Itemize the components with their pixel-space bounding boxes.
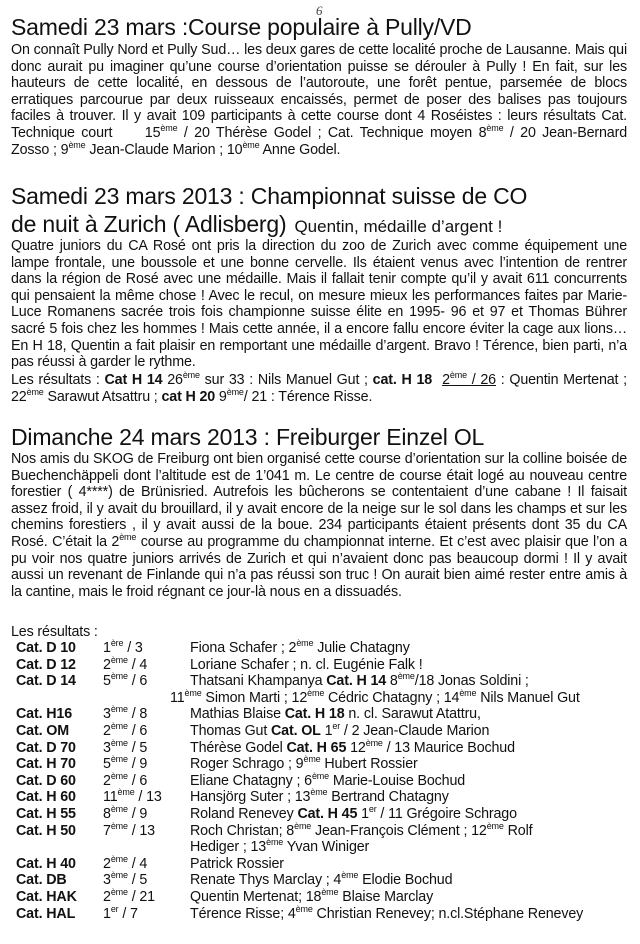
result-names: [190, 856, 284, 873]
result-category: Cat. OM: [16, 722, 69, 739]
result-name: 1: [357, 805, 369, 822]
result-text: : Quentin Mertenat ; 22: [11, 372, 627, 405]
rank-sup: ème: [110, 704, 128, 715]
result-name: 1: [320, 722, 333, 739]
section3-results-label: Les résultats :: [11, 624, 98, 640]
result-total: / 6: [127, 722, 148, 739]
result-row: [0, 820, 640, 840]
result-name: / 13 Maurice Bochud: [382, 739, 515, 756]
section1-paragraph: [11, 42, 627, 158]
result-category: Cat. D 70: [16, 739, 76, 756]
result-rank-cell: [103, 903, 138, 923]
result-name: 12: [346, 739, 366, 756]
rank-sup: ème: [486, 820, 504, 831]
result-name: Cédric Chatagny ; 14: [324, 689, 460, 706]
result-category: Cat. H 65: [286, 739, 347, 756]
section1-title: Samedi 23 mars :Course populaire à Pully/VD: [11, 14, 472, 40]
result-row: [0, 640, 640, 657]
result-name: Patrick Rossier: [190, 855, 284, 872]
rank-sup: ème: [110, 754, 128, 765]
result-rank: 2: [103, 772, 111, 789]
result-text: Sarawut Atsattru ;: [43, 388, 162, 405]
section2-subtitle: Quentin, médaille d’argent !: [294, 217, 503, 236]
result-rank: 7: [103, 822, 111, 839]
rank-sup: ème: [119, 531, 137, 542]
result-total: / 5: [127, 739, 148, 756]
result-name: /18 Jonas Soldini ;: [414, 673, 529, 690]
result-continuation: [170, 687, 580, 707]
result-name: Thomas Gut: [190, 722, 271, 739]
result-rank: 1: [103, 640, 111, 656]
result-row: [0, 654, 640, 674]
rank-sup: ème: [449, 370, 467, 380]
rank-sup: ème: [110, 886, 128, 897]
rank-sup: er: [368, 803, 377, 814]
result-name: Marie-Louise Bochud: [329, 772, 466, 789]
rank-sup: ème: [68, 139, 86, 150]
result-category: Cat. D 10: [16, 640, 76, 656]
result-rank: 9: [215, 388, 227, 405]
result-rank: 11: [103, 789, 118, 806]
result-names: [190, 820, 533, 840]
result-name: Thatsani Khampanya: [190, 673, 327, 690]
result-total: / 5: [127, 872, 148, 889]
rank-sup: ème: [110, 671, 128, 682]
rank-sup: ème: [110, 737, 128, 748]
result-rank: 5: [103, 673, 111, 690]
result-name: Hediger ; 13: [190, 839, 267, 856]
result-category: Cat. H 18: [284, 706, 345, 723]
rank-sup: ème: [226, 386, 244, 397]
result-rank: 26: [162, 372, 183, 388]
rank-sup: ème: [242, 139, 260, 150]
rank-sup: ème: [321, 886, 339, 897]
result-name: Yvan Winiger: [283, 839, 370, 856]
section2-paragraph: Quatre juniors du CA Rosé ont pris la direction du zoo de Zurich avec comme équipement une lampe frontale, une boussole et une bonne cervelle. Ils étaient venus avec l’intention de rentrer dans la région de Rosé avec une médaille. Mais il fallait tenir compte qu’il y avait 611 concurrents qui pensaient la même chose ! Avec le recul, on mesure mieux les performances faites par Marie-Luce Romanens sacrée trois fois championne suisse élite en 1995- 96 et 97 et Thomas Bührer sacré 5 fois chez les hommes ! Mais cette année, il a encore fallu encore éviter la cage aux lions… En H 18, Quentin a fait plaisir en remportant une médaille d’argent. Bravo ! Térence, bien parti, n’a pas réussi à garder le rythme.: [11, 238, 627, 371]
section3-paragraph: [11, 451, 627, 600]
section2-title-location: de nuit à Zurich ( Adlisberg): [11, 211, 287, 237]
result-category: Cat. OL: [270, 722, 321, 739]
page-number: 6: [316, 3, 323, 18]
rank-sup: ème: [110, 803, 128, 814]
result-rank: 2: [103, 855, 111, 872]
result-category: Cat. H 40: [16, 855, 76, 872]
result-total: / 13: [127, 822, 155, 839]
result-rank: 5: [103, 756, 111, 773]
result-names: [190, 737, 515, 757]
result-name: Elodie Bochud: [358, 872, 453, 889]
result-name: Fiona Schafer ; 2: [190, 640, 297, 656]
result-name: Rolf: [503, 822, 533, 839]
result-total: / 9: [127, 756, 148, 773]
result-total: / 4: [127, 855, 148, 872]
rank-sup: ème: [160, 122, 178, 133]
result-name: n. cl. Sarawut Atattru,: [344, 706, 481, 723]
rank-sup: ère: [110, 638, 124, 648]
result-category: Cat. H 60: [16, 789, 76, 806]
rank-sup: ème: [303, 754, 321, 765]
result-total: / 26: [466, 372, 496, 388]
result-rank-cell: [103, 673, 147, 690]
result-row: [0, 706, 640, 723]
result-names: [190, 770, 466, 790]
section2-title-line2: [11, 211, 502, 240]
result-rank: 8: [103, 805, 111, 822]
result-row: [0, 687, 640, 707]
result-names: [190, 803, 517, 823]
result-text: Anne Godel.: [259, 141, 341, 158]
section2-title-line1: Samedi 23 mars 2013 : Championnat suisse de CO: [11, 183, 528, 209]
result-name: Eliane Chatagny ; 6: [190, 772, 312, 789]
result-name: Julie Chatagny: [313, 640, 410, 656]
result-total: / 13: [134, 789, 162, 806]
result-name: Renate Thys Marclay ; 4: [190, 872, 342, 889]
result-name: Thérèse Godel: [190, 739, 287, 756]
result-category: Cat. H 14: [326, 673, 387, 690]
result-row: [0, 872, 640, 889]
rank-sup: ème: [307, 687, 325, 698]
result-rank: 2: [103, 888, 111, 905]
result-name: / 2 Jean-Claude Marion: [340, 722, 490, 739]
rank-sup: ème: [311, 770, 329, 781]
result-name: Térence Risse; 4: [190, 905, 296, 922]
result-rank: 3: [103, 706, 111, 723]
rank-sup: ème: [397, 671, 415, 682]
result-total: / 7: [118, 905, 138, 922]
result-rank: 3: [103, 739, 111, 756]
result-names: [190, 756, 418, 773]
rank-sup: ème: [295, 903, 313, 914]
result-category: Cat. D 12: [16, 656, 76, 673]
result-category: Cat. H 55: [16, 805, 76, 822]
result-text: Jean-Claude Marion ; 10: [85, 141, 243, 158]
result-row: [0, 839, 640, 856]
result-names: [190, 640, 410, 657]
result-rank: 2: [442, 372, 450, 388]
rank-sup: ème: [110, 870, 128, 881]
result-total: / 8: [127, 706, 148, 723]
rank-sup: ème: [365, 737, 383, 748]
rank-sup: ème: [110, 820, 128, 831]
result-rank: 8: [478, 124, 487, 141]
result-rank: 11: [170, 689, 185, 706]
rank-sup: ème: [110, 853, 128, 864]
result-category: Cat. H 50: [16, 822, 76, 839]
result-names: [190, 903, 584, 923]
result-total: / 6: [127, 673, 148, 690]
section3-text: Nos amis du SKOG de Freiburg ont bien organisé cette course d’orientation sur la colline boisée de Buechenchäppeli dont l’altitude est de 1’041 m. Le centre de course était logé au nouveau centre forestier ( 4****) de Brünisried. Autrefois les bûcherons se contentaient d’une cabane ! Il faisait assez froid, il y avait du brouillard, il y avait encore de la neige sur le sol dans les champs et sur les chemins forestiers , il y avait aussi de la boue. 234 participants étaient présents dont 35 du CA Rosé. C’était la 2: [11, 451, 627, 550]
result-total: / 4: [127, 656, 148, 673]
rank-sup: ème: [117, 787, 135, 798]
result-name: Roland Renevey: [190, 805, 298, 822]
rank-sup: ème: [184, 687, 202, 698]
result-category: Cat. HAK: [16, 888, 77, 905]
result-name: Christian Renevey; n.cl.Stéphane Renevey: [312, 905, 584, 922]
section3-text-cont: course au programme du championnat interne. Et c’est avec plaisir que l’on a pu voir nos quatre juniors arrivés de Zurich et qui n’avaient donc pas beaucoup dormi ! Il y avait aussi un revenant de Finlande qui n’a pas réussi son truc ! On aurait bien aimé rester entre amis à la cantine, mais le froid régnant ce jour-là nous en a dissuadés.: [11, 533, 627, 600]
result-rank: 1: [103, 905, 111, 922]
category: Cat H 14: [104, 372, 163, 388]
result-name: Nils Manuel Gut: [476, 689, 580, 706]
section2-results: [11, 372, 627, 405]
result-row: [0, 903, 640, 923]
result-rank: 2: [103, 722, 111, 739]
result-rank: 15: [144, 124, 161, 141]
result-name: Roger Schrago ; 9: [190, 756, 304, 773]
rank-sup: ème: [296, 638, 314, 648]
rank-sup: ème: [486, 122, 504, 133]
result-rank-cell: [103, 820, 155, 840]
rank-sup: ème: [341, 870, 359, 881]
result-category: Cat. H 70: [16, 756, 76, 773]
rank-sup: ème: [110, 770, 128, 781]
result-category: Cat. HAL: [16, 905, 76, 922]
result-category: Cat. H16: [16, 706, 73, 723]
result-category: Cat. D 60: [16, 772, 76, 789]
result-category: Cat. H 45: [297, 805, 358, 822]
category: cat. H 18: [372, 372, 433, 388]
result-text: / 21 : Térence Risse.: [243, 388, 373, 405]
result-name: Bertrand Chatagny: [327, 789, 449, 806]
result-name: Mathias Blaise: [190, 706, 285, 723]
section3-title: Dimanche 24 mars 2013 : Freiburger Einzel OL: [11, 424, 485, 450]
rank-sup: ème: [110, 720, 128, 731]
rank-sup: ème: [266, 837, 284, 848]
result-name: / 11 Grégoire Schrago: [376, 805, 517, 822]
result-total: / 3: [123, 640, 143, 656]
result-row: [0, 789, 640, 806]
result-rank: 3: [103, 872, 111, 889]
result-name: Loriane Schafer ; n. cl. Eugénie Falk !: [190, 656, 423, 673]
result-names: [190, 789, 449, 806]
results-label: Les résultats :: [11, 372, 105, 388]
result-continuation: [190, 839, 369, 856]
result-name: Blaise Marclay: [338, 888, 434, 905]
result-category: Cat. DB: [16, 872, 67, 889]
result-name: Simon Marti ; 12: [201, 689, 308, 706]
result-category: Cat. D 14: [16, 673, 76, 690]
result-total: / 6: [127, 772, 148, 789]
category: cat H 20: [161, 388, 216, 405]
rank-sup: er: [332, 720, 341, 731]
result-text: sur 33 : Nils Manuel Gut ;: [199, 372, 373, 388]
rank-sup: ème: [26, 386, 44, 397]
result-names: [190, 720, 490, 740]
result-name: Jean-François Clément ; 12: [311, 822, 487, 839]
result-rank-underlined: [442, 372, 496, 388]
result-name: Hansjörg Suter ; 13: [190, 789, 311, 806]
result-row: [0, 720, 640, 740]
result-total: / 21: [127, 888, 155, 905]
result-rank: 2: [103, 656, 111, 673]
result-row: [0, 853, 640, 873]
result-name: Roch Christan; 8: [190, 822, 295, 839]
rank-sup: ème: [110, 654, 128, 665]
result-row: [0, 803, 640, 823]
result-total: / 9: [127, 805, 148, 822]
results-table: [0, 640, 640, 922]
result-name: Hubert Rossier: [320, 756, 418, 773]
rank-sup: ème: [310, 787, 328, 798]
section1-text: On connaît Pully Nord et Pully Sud… les deux gares de cette localité proche de Lausanne. Mais qui donc aurait pu imaginer qu’une course d’orientation puisse se dérouler à Pully ! En fait, sur les hauteurs de cette localité, en dessous de l’autoroute, une forêt pentue, parsemée de blocs erratiques parcourue par deux ruisseaux encaissés, permet de poser des balises pas toujours faciles à trouver. Il y avait 109 participants à cette course dont 4 Roséistes : leurs résultats Cat. Technique court: [11, 42, 627, 141]
result-name: Quentin Mertenat; 18: [190, 888, 322, 905]
rank-sup: ème: [294, 820, 312, 831]
result-names: [190, 673, 529, 690]
result-text: / 20 Jean-Bernard Zosso ; 9: [11, 124, 628, 158]
result-name: 8: [386, 673, 398, 690]
rank-sup: ème: [459, 687, 477, 698]
rank-sup: er: [110, 903, 119, 914]
result-names: [190, 657, 423, 674]
rank-sup: ème: [182, 370, 200, 380]
result-row: [0, 886, 640, 906]
result-text: / 20 Thérèse Godel ; Cat. Technique moyen: [177, 124, 479, 141]
